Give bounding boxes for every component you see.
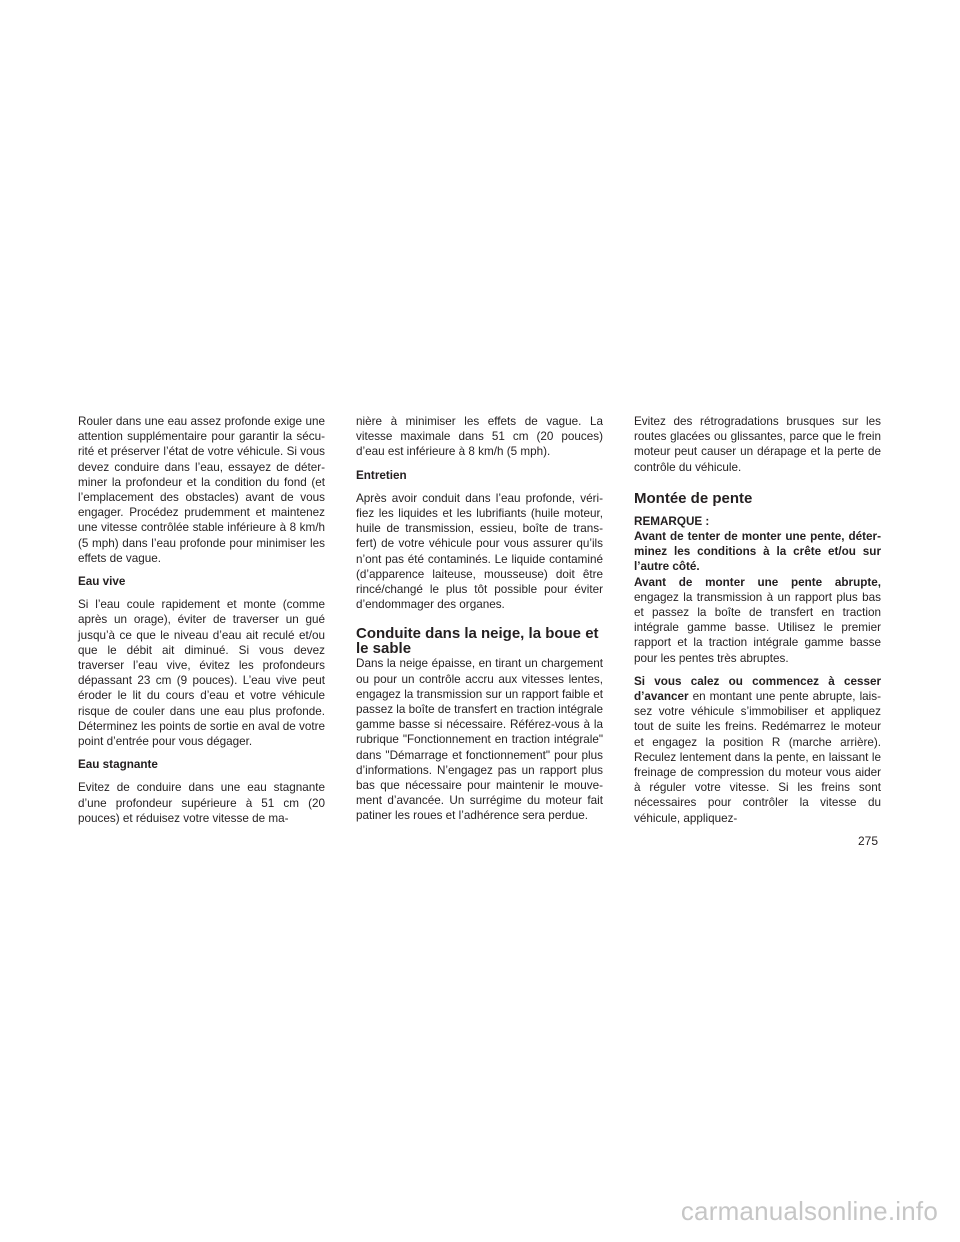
paragraph-eau-stagnante: Evitez de conduire dans une eau stagnante d’une profondeur supérieure à 51 cm (20 pouces) et réduisez votre vitesse de ma- xyxy=(78,781,325,825)
paragraph-eau-vive: Si l’eau coule rapidement et monte (comme après un orage), éviter de traverser un gué jusqu’à ce que le niveau d’eau ait reculé et/ou que le débit ait diminué. Si vous devez traverser l’eau vive, évitez les profondeurs dépassant 23 cm (9 pouces). L’eau vive peut éroder le lit du cours d’eau et votre véhicule risque de couler dans une eau plus profonde. Déterminez les points de sortie en aval de votre point d’entrée pour vous dégager. xyxy=(78,598,325,749)
paragraph-calage xyxy=(634,674,881,826)
section-heading-montee-de-pente: Montée de pente xyxy=(634,489,753,507)
paragraph-wave-speed: nière à minimiser les effets de vague. La vitesse maximale dans 51 cm (20 pouces) d’eau est inférieure à 8 km/h (5 mph). xyxy=(356,415,603,459)
subheading-eau-vive: Eau vive xyxy=(78,575,126,589)
paragraph-retrogradations: Evitez des rétrogradations brusques sur les routes glacées ou glissantes, parce que le frein moteur peut causer un dérapage et la perte de contrôle du véhicule. xyxy=(634,415,881,474)
paragraph-deep-water: Rouler dans une eau assez profonde exige une attention supplémentaire pour garantir la sécu-rité et préserver l’état de votre véhicule. Si vous devez conduire dans l’eau, essayez de déter-miner la profondeur et la condition du fond (et l’emplacement des obstacles) avant de vous engager. Procédez prudemment et maintenez une vitesse contrôlée stable inférieure à 8 km/h (5 mph) dans l’eau profonde pour minimiser les effets de vague. xyxy=(78,415,325,565)
remarque-text: Avant de tenter de monter une pente, déter-minez les conditions à la crête et/ou sur l’autre côté. xyxy=(634,530,881,574)
text-column-3 xyxy=(634,414,881,834)
section-heading-neige-boue-sable: Conduite dans la neige, la boue et le sable xyxy=(356,625,599,658)
subheading-entretien: Entretien xyxy=(356,468,407,482)
remarque-label: REMARQUE : xyxy=(634,514,710,528)
pente-abrupte-lead: Avant de monter une pente abrupte, xyxy=(634,575,881,589)
calage-lead: Si vous calez ou commencez à cesser d’avancer xyxy=(634,674,881,704)
paragraph-pente-abrupte xyxy=(634,575,881,666)
text-column-2 xyxy=(356,414,603,832)
watermark: carmanualsonline.info xyxy=(680,1196,938,1226)
text-column-1 xyxy=(78,414,325,834)
pente-abrupte-body: engagez la transmission à un rapport plus bas et passez la boîte de transfert en traction intégrale gamme basse. Utilisez le premier rapport et la traction intégrale gamme basse pour les pentes très abruptes. xyxy=(634,590,881,665)
calage-body: en montant une pente abrupte, lais-sez votre véhicule s’immobiliser et appliquez tout de suite les freins. Redémarrez le moteur et engagez la position R (marche arrière). Reculez lentement dans la pente, en laissant le freinage de compression du moteur vous aider à réguler votre vitesse. Si les freins sont nécessaires pour contrôler la vitesse du véhicule, appliquez- xyxy=(634,690,881,825)
page-number: 275 xyxy=(858,834,879,848)
paragraph-entretien: Après avoir conduit dans l’eau profonde, véri-fiez les liquides et les lubrifiants (huile moteur, huile de transmission, essieu, boîte de trans-fert) de votre véhicule pour vous assurer qu’ils n’ont pas été contaminés. Le liquide contaminé (d’apparence laiteuse, mousseuse) doit être rincé/changé le plus tôt possible pour éviter d’endommager des organes. xyxy=(356,491,603,612)
subheading-eau-stagnante: Eau stagnante xyxy=(78,758,158,772)
paragraph-neige: Dans la neige épaisse, en tirant un chargement ou pour un contrôle accru aux vitesses lentes, engagez la transmission sur un rapport faible et passez la boîte de transfert en traction intégrale gamme basse si nécessaire. Référez-vous à la rubrique "Fonctionnement en traction intégrale" dans "Démarrage et fonctionnement" pour plus d’informations. N’engagez pas un rapport plus bas que nécessaire pour maintenir le mouve-ment d’avancée. Un surrégime du moteur fait patiner les roues et l’adhérence sera perdue. xyxy=(356,657,603,823)
